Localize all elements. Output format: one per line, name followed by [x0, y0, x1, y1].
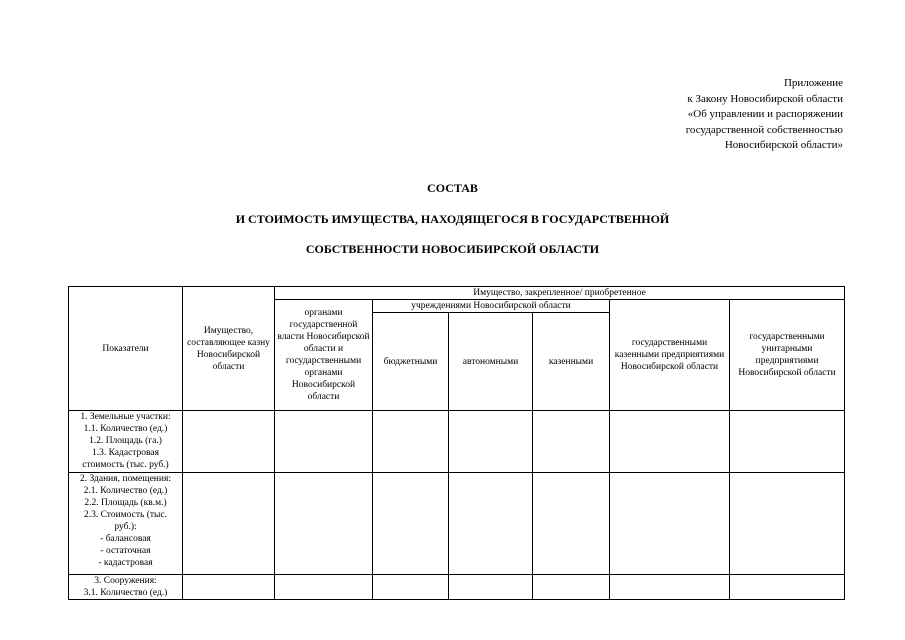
indicator-line: 2.2. Площадь (кв.м.) — [84, 498, 167, 508]
indicator-line: - балансовая — [100, 534, 151, 544]
indicator-line: 2.1. Количество (ед.) — [83, 486, 168, 496]
value-cell — [449, 575, 533, 600]
indicator-line: стоимость (тыс. руб.) — [82, 460, 169, 470]
value-cell — [275, 411, 373, 473]
header-budget: бюджетными — [373, 313, 449, 411]
indicator-line: 2.3. Стоимость (тыс. — [83, 510, 168, 520]
value-cell — [183, 473, 275, 575]
indicator-line: 1.2. Площадь (га.) — [89, 436, 162, 446]
indicator-line: руб.): — [114, 522, 137, 532]
value-cell — [730, 473, 845, 575]
value-cell — [373, 411, 449, 473]
value-cell — [373, 575, 449, 600]
indicator-line: 2. Здания, помещения: — [80, 474, 171, 484]
appendix-line: «Об управлении и распоряжении — [687, 108, 843, 120]
appendix-note — [563, 76, 843, 154]
value-cell — [183, 575, 275, 600]
table-row — [69, 473, 845, 575]
value-cell — [373, 473, 449, 575]
header-assigned: Имущество, закрепленное/ приобретенное — [275, 287, 845, 300]
header-treasury: Имущество, составляющее казну Новосибирской области — [183, 287, 275, 411]
value-cell — [533, 575, 610, 600]
table-row — [69, 411, 845, 473]
indicator-line: 3.1. Количество (ед.) — [83, 588, 168, 598]
value-cell — [449, 473, 533, 575]
value-cell — [730, 575, 845, 600]
appendix-line: к Закону Новосибирской области — [687, 92, 843, 105]
appendix-line: Новосибирской области» — [724, 139, 843, 151]
row-indicator-land — [69, 411, 183, 473]
value-cell — [610, 575, 730, 600]
property-table — [68, 286, 845, 600]
indicator-line: 1.3. Кадастровая — [91, 448, 160, 458]
header-indicators: Показатели — [69, 287, 183, 411]
value-cell — [610, 411, 730, 473]
document-title: СОСТАВ — [427, 181, 478, 195]
document-subtitle-line-2: СОБСТВЕННОСТИ НОВОСИБИРСКОЙ ОБЛАСТИ — [305, 242, 600, 256]
indicator-line: 1.1. Количество (ед.) — [83, 424, 168, 434]
indicator-line: 1. Земельные участки: — [80, 412, 171, 422]
value-cell — [449, 411, 533, 473]
appendix-line: Приложение — [783, 77, 843, 89]
row-indicator-structures — [69, 575, 183, 600]
value-cell — [183, 411, 275, 473]
indicator-line: - кадастровая — [98, 558, 153, 568]
header-unitary-enterprises: государственными унитарными предприятиями Новосибирской области — [730, 300, 845, 411]
value-cell — [610, 473, 730, 575]
value-cell — [275, 473, 373, 575]
header-state-enterprises: государственными казенными предприятиями Новосибирской области — [610, 300, 730, 411]
row-indicator-buildings — [69, 473, 183, 575]
indicator-line: - остаточная — [100, 546, 151, 556]
value-cell — [275, 575, 373, 600]
value-cell — [533, 411, 610, 473]
value-cell — [730, 411, 845, 473]
header-state-owned: казенными — [533, 313, 610, 411]
table-row — [69, 575, 845, 600]
document-subtitle-line-1: И СТОИМОСТЬ ИМУЩЕСТВА, НАХОДЯЩЕГОСЯ В ГОСУДАРСТВЕННОЙ — [235, 212, 670, 226]
value-cell — [533, 473, 610, 575]
header-autonomous: автономными — [449, 313, 533, 411]
header-authorities: органами государственной власти Новосибирской области и государственными органами Новосибирской области — [275, 300, 373, 411]
appendix-line: государственной собственностью — [685, 123, 843, 136]
header-institutions: учреждениями Новосибирской области — [373, 300, 610, 313]
indicator-line: 3. Сооружения: — [94, 576, 157, 586]
